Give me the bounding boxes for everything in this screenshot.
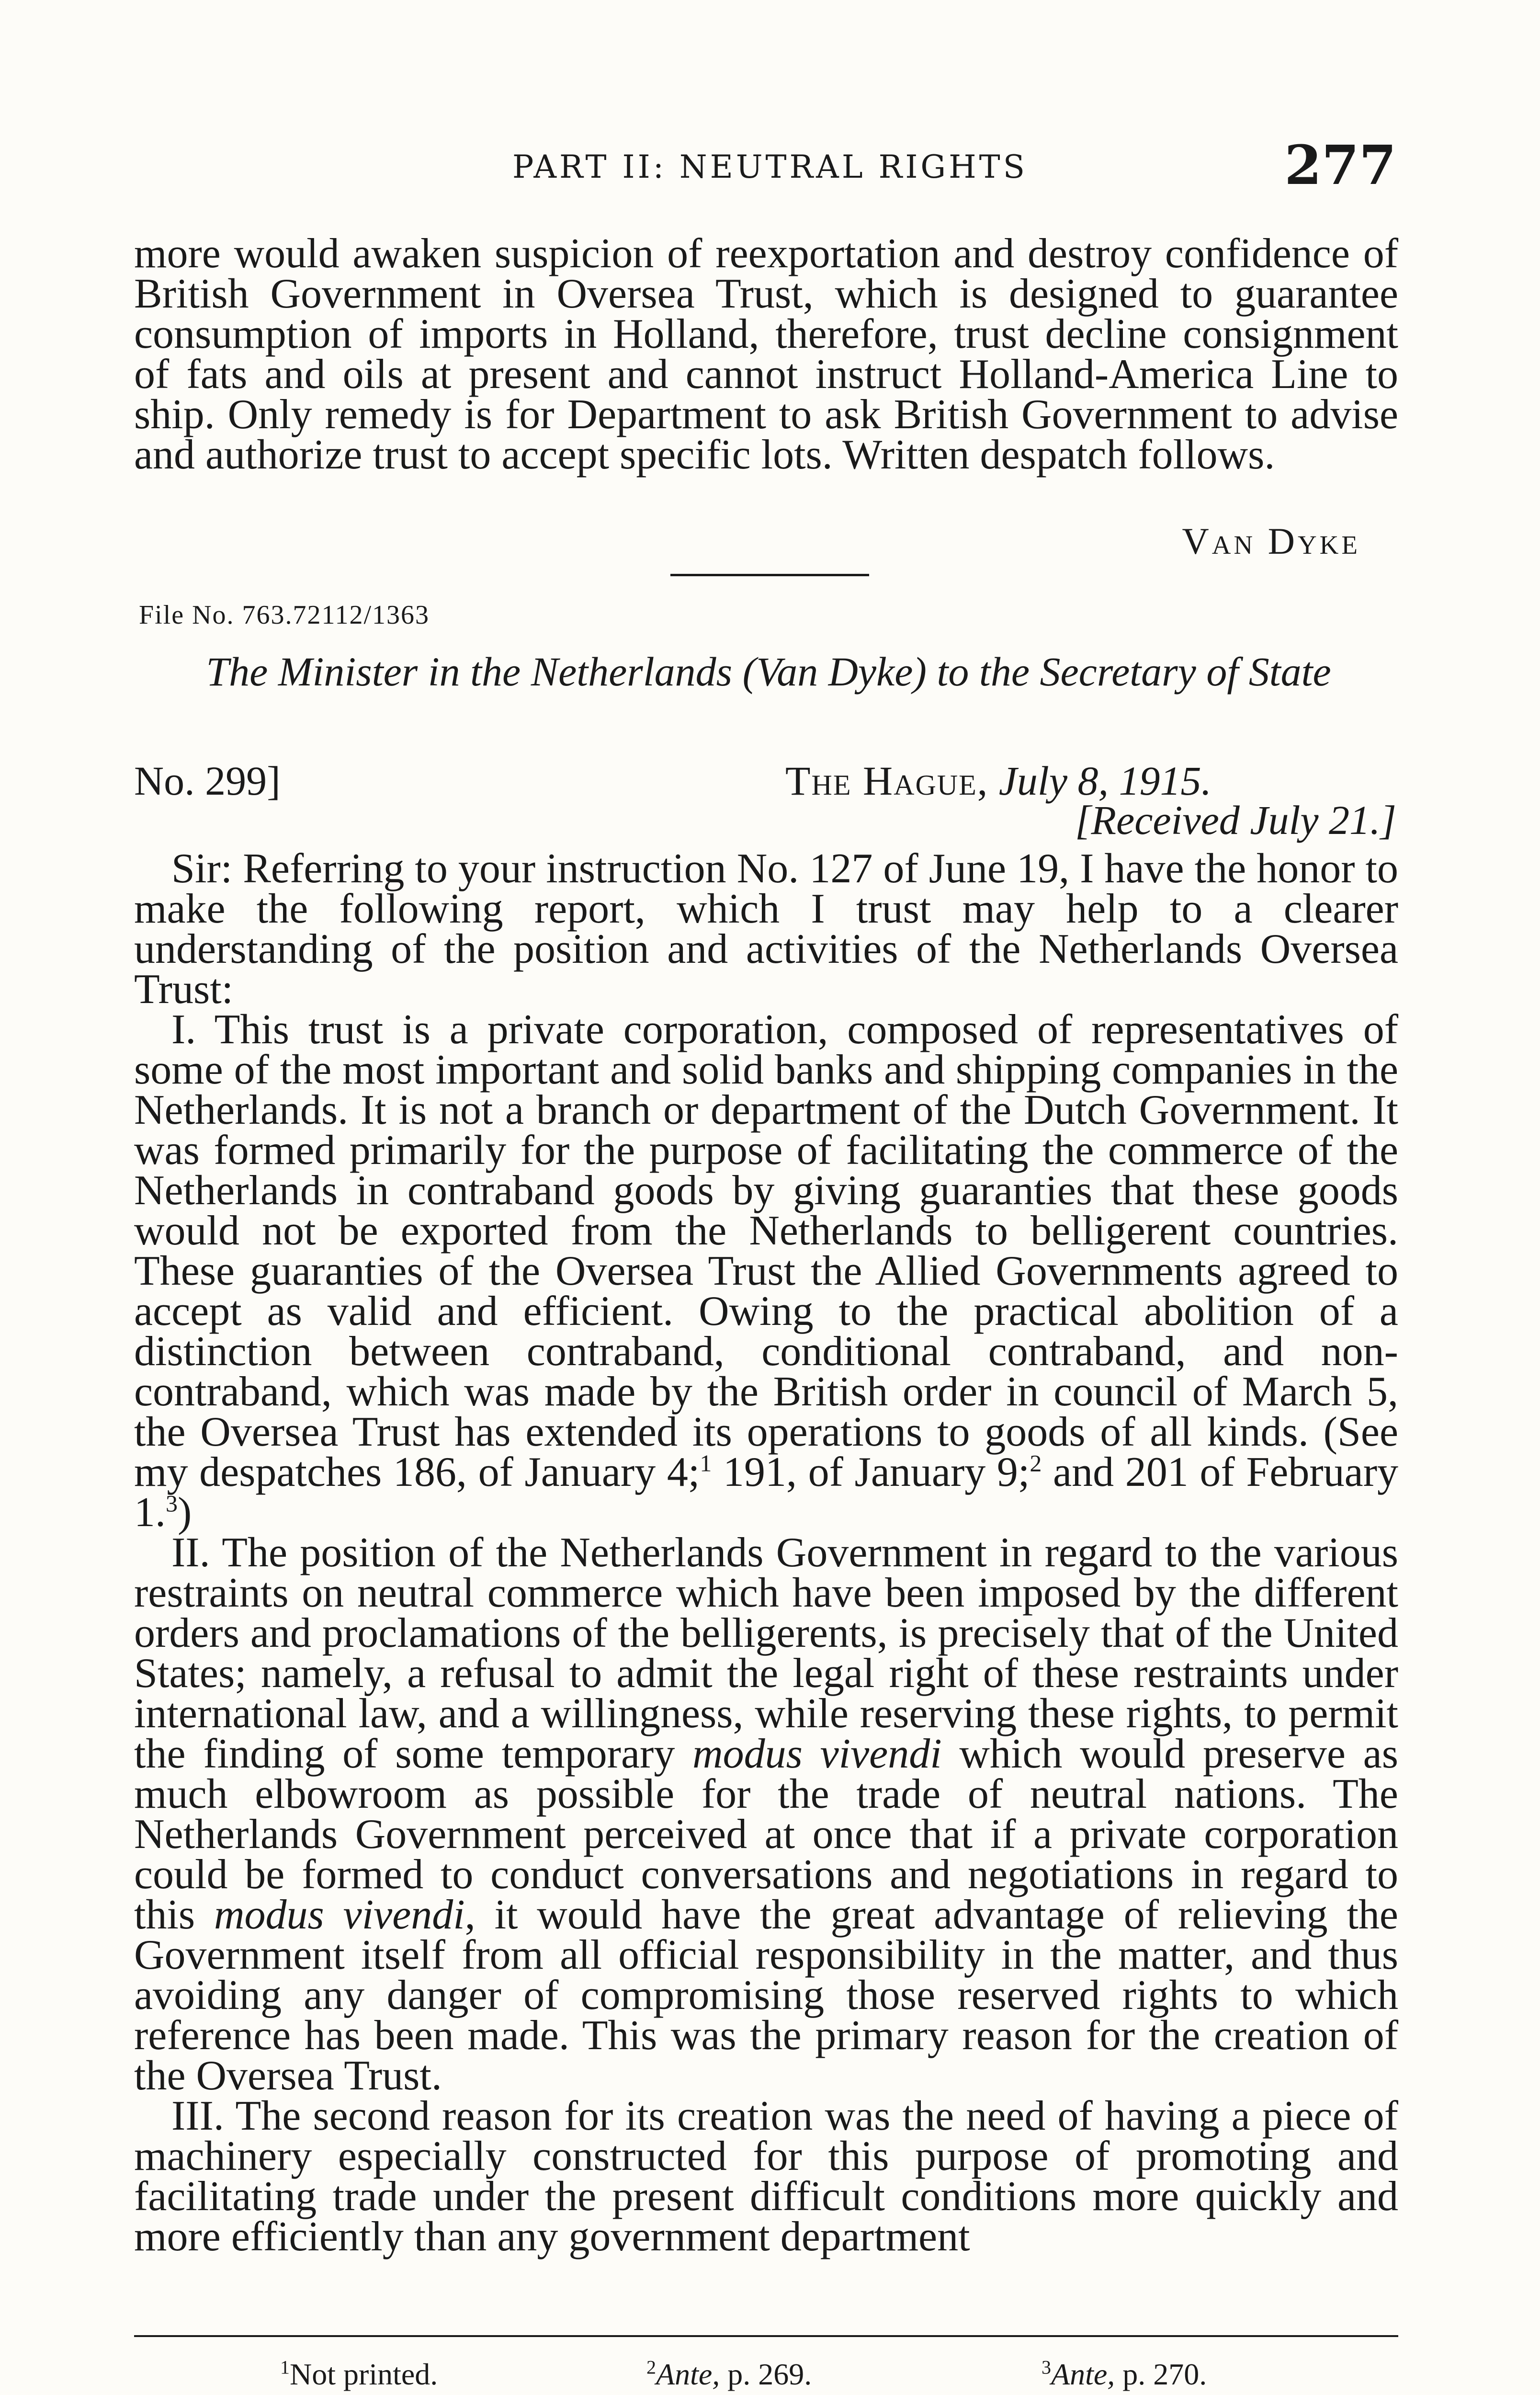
paragraph-2 bbox=[134, 1529, 1398, 2099]
document-heading: The Minister in the Netherlands (Van Dyke) to the Secretary of State bbox=[206, 649, 1331, 695]
signature bbox=[1182, 520, 1360, 563]
footnote-text: Not printed. bbox=[290, 2357, 438, 2391]
signature-name: Van Dyke bbox=[1182, 520, 1360, 562]
paragraph-1-mid2: and 201 of February 1. bbox=[134, 1449, 1399, 1536]
footnote-ref-2: 2 bbox=[1030, 1449, 1042, 1477]
letter-body bbox=[134, 845, 1399, 2260]
footnote-1 bbox=[280, 2357, 438, 2392]
running-title: PART II: NEUTRAL RIGHTS bbox=[512, 148, 1028, 185]
footnote-3 bbox=[1042, 2357, 1207, 2392]
paragraph-2-text-c: , it would have the great advantage of relieving the Government itself from all official responsibility in the matter, and thus avoiding any danger of compromising those reserved rights to which reference has been made. This was the primary reason for the creation of the Oversea Trust. bbox=[134, 1892, 1398, 2099]
paragraph-2-text-b: which would preserve as much elbowroom as possible for the trade of neutral nations. The Netherlands Government perceived at once that if a private corporation could be formed to conduct conversations and negotiations in regard to this bbox=[134, 1731, 1398, 1938]
page-number: 277 bbox=[1284, 134, 1396, 197]
footnote-mark: 2 bbox=[646, 2356, 656, 2378]
document-number: No. 299] bbox=[134, 758, 281, 804]
continuation-text bbox=[134, 230, 1398, 478]
paragraph-3: III. The second reason for its creation was the need of having a piece of machinery especially constructed for this purpose of promoting and facilitating trade under the present difficult conditions more quickly and more efficiently than any government department bbox=[134, 2093, 1398, 2260]
running-head bbox=[0, 134, 1540, 197]
footnote-ref-1: 1 bbox=[700, 1449, 712, 1477]
paragraph-1 bbox=[134, 1006, 1399, 1536]
salutation-paragraph: Sir: Referring to your instruction No. 127 of June 19, I have the honor to make the following report, which I trust may help to a clearer understanding of the position and activities of the Netherlands Oversea Trust: bbox=[134, 845, 1398, 1013]
footnote-text: Ante, bbox=[656, 2357, 720, 2391]
footnote-cite: p. 270. bbox=[1115, 2357, 1207, 2391]
received-date: [Received July 21.] bbox=[1075, 797, 1396, 843]
paragraph-1-text: I. This trust is a private corporation, composed of representatives of some of the most important and solid banks and shipping companies in the Netherlands. It is not a branch or department of the Dutch Government. It was formed primarily for the purpose of facilitating the commerce of the Netherlands in contraband goods by giving guaranties that these goods would not be exported from the Netherlands to belligerent countries. These guaranties of the Oversea Trust the Allied Governments agreed to accept as valid and efficient. Owing to the practical abolition of a distinction between contraband, conditional contraband, and non-contraband, which was made by the British order in council of March 5, the Oversea Trust has extended its operations to goods of all kinds. (See my despatches 186, of January 4; bbox=[134, 1006, 1398, 1495]
footnote-cite: p. 269. bbox=[720, 2357, 812, 2391]
footnote-ref-3: 3 bbox=[166, 1490, 178, 1517]
footnote-text: Ante, bbox=[1051, 2357, 1115, 2391]
section-divider bbox=[670, 574, 869, 576]
file-number: File No. 763.72112/1363 bbox=[139, 600, 430, 630]
dateline-date: July 8, 1915. bbox=[998, 758, 1212, 804]
footnote-divider bbox=[134, 2335, 1398, 2337]
paragraph-2-emphasis-2: modus vivendi bbox=[214, 1892, 465, 1938]
continuation-paragraph: more would awaken suspicion of reexportation and destroy confidence of British Government in Oversea Trust, which is designed to guarantee consumption of imports in Holland, therefore, trust decline consignment of fats and oils at present and cannot instruct Holland-America Line to ship. Only remedy is for Department to ask British Government to advise and authorize trust to accept specific lots. Written despatch follows. bbox=[134, 230, 1398, 478]
footnote-mark: 1 bbox=[280, 2356, 290, 2378]
paragraph-1-mid1: 191, of January 9; bbox=[712, 1449, 1030, 1495]
dateline-place: The Hague, bbox=[785, 758, 989, 804]
paragraph-2-emphasis-1: modus vivendi bbox=[692, 1731, 942, 1777]
footnote-mark: 3 bbox=[1042, 2356, 1051, 2378]
footnote-2 bbox=[646, 2357, 812, 2392]
paragraph-1-end: ) bbox=[178, 1489, 192, 1536]
paragraph-2-text-a: II. The position of the Netherlands Government in regard to the various restraints on neutral commerce which have been imposed by the different orders and proclamations of the belligerents, is precisely that of the United States; namely, a refusal to admit the legal right of these restraints under international law, and a willingness, while reserving these rights, to permit the finding of some temporary bbox=[134, 1529, 1398, 1777]
